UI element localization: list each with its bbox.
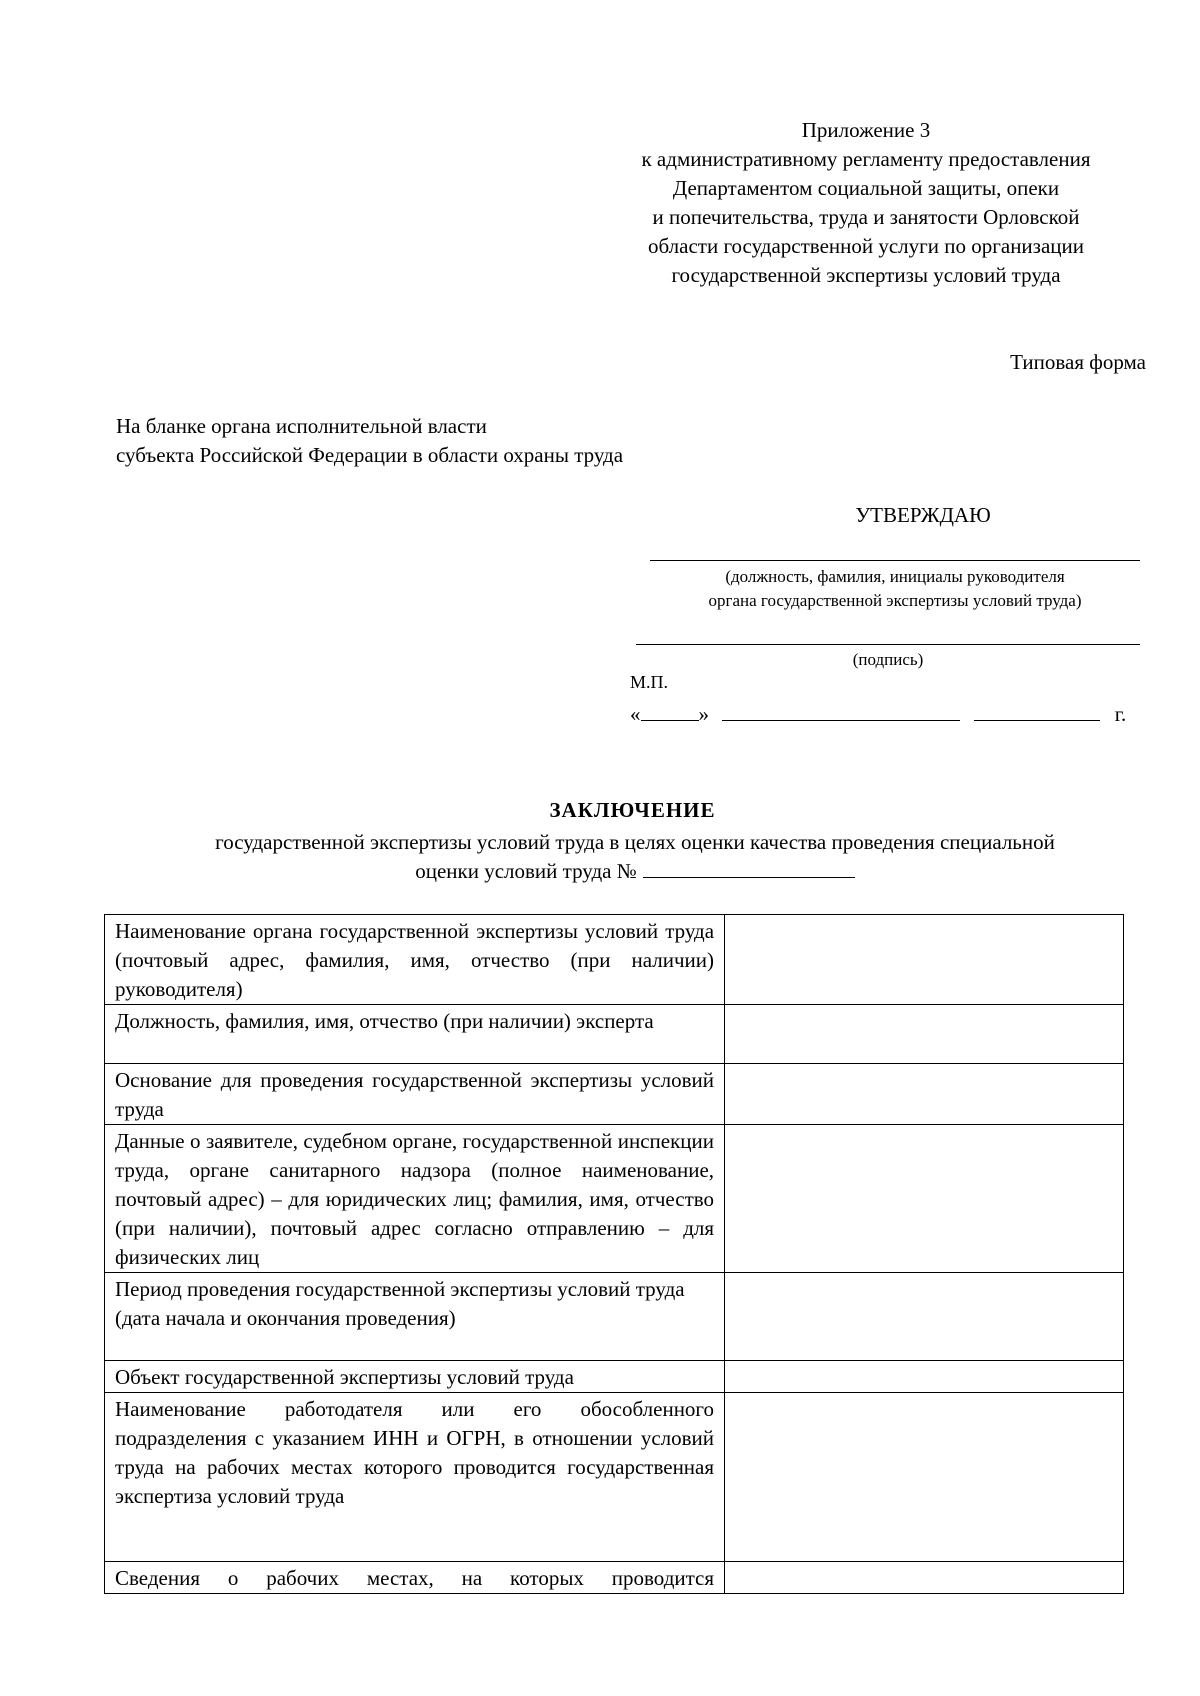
row-label: Должность, фамилия, имя, отчество (при наличии) эксперта [105, 1005, 725, 1064]
position-caption-line: органа государственной экспертизы условий труда) [708, 591, 1082, 610]
approval-heading: УТВЕРЖДАЮ [855, 503, 991, 527]
seal-mark: М.П. [630, 672, 669, 692]
row-value[interactable] [725, 1064, 1124, 1125]
table-row [105, 1005, 1124, 1064]
position-caption-line: (должность, фамилия, инициалы руководителя [725, 567, 1065, 586]
annex-reference [586, 116, 1146, 290]
conclusion-title: ЗАКЛЮЧЕНИЕ [549, 798, 716, 822]
annex-line: Департаментом социальной защиты, опеки [672, 176, 1060, 200]
conclusion-number-blank [643, 859, 855, 878]
year-suffix: г. [1114, 702, 1127, 726]
row-label: Основание для проведения государственной экспертизы условий труда [105, 1064, 725, 1125]
row-label-group [105, 1273, 725, 1361]
table-row [105, 1562, 1124, 1594]
annex-line: области государственной услуги по организации [648, 234, 1084, 258]
table-row [105, 915, 1124, 1005]
row-label-extra: (дата начала и окончания проведения) [115, 1306, 456, 1330]
letterhead-line: На бланке органа исполнительной власти [116, 414, 487, 438]
row-label: Данные о заявителе, судебном органе, государственной инспекции труда, органе санитарного надзора (полное наименование, почтовый адрес) – для юридических лиц; фамилия, имя, отчество (при наличии), почтовый адрес согласно отправлению – для физических лиц [105, 1125, 725, 1273]
table-row [105, 1361, 1124, 1393]
date-quote-open: « [630, 702, 641, 726]
annex-line: государственной экспертизы условий труда [671, 263, 1061, 287]
annex-line: и попечительства, труда и занятости Орловской [652, 205, 1080, 229]
letterhead-line: субъекта Российской Федерации в области охраны труда [116, 443, 624, 467]
subtitle-number-label: оценки условий труда № [415, 859, 637, 883]
signature-line [636, 644, 1140, 645]
row-label: Наименование органа государственной экспертизы условий труда (почтовый адрес, фамилия, имя, отчество (при наличии) руководителя) [105, 915, 725, 1005]
position-signature-line [650, 560, 1140, 561]
day-blank [641, 702, 699, 721]
row-value[interactable] [725, 1273, 1124, 1361]
subtitle-line: государственной экспертизы условий труда в целях оценки качества проведения специальной [215, 830, 1055, 854]
row-value[interactable] [725, 1361, 1124, 1393]
row-label: Наименование работодателя или его обособленного подразделения с указанием ИНН и ОГРН, в отношении условий труда на рабочих местах которого проводится государственная экспертиза условий труда [105, 1393, 725, 1562]
row-value[interactable] [725, 1125, 1124, 1273]
subtitle-line-number [130, 857, 1140, 886]
approval-date-line [630, 702, 1126, 727]
form-type-label: Типовая форма [1010, 350, 1146, 374]
annex-line: к административному регламенту предоставления [641, 147, 1091, 171]
row-value[interactable] [725, 915, 1124, 1005]
signature-caption: (подпись) [852, 650, 924, 669]
letterhead-note [116, 412, 623, 470]
conclusion-table [104, 914, 1124, 1594]
row-value[interactable] [725, 1393, 1124, 1562]
date-quote-close: » [698, 702, 709, 726]
row-label: Объект государственной экспертизы условий труда [105, 1361, 725, 1393]
table-row [105, 1125, 1124, 1273]
annex-line: Приложение 3 [801, 118, 931, 142]
month-blank [722, 702, 960, 721]
conclusion-subtitle [130, 828, 1140, 886]
position-caption [650, 565, 1140, 613]
table-row [105, 1393, 1124, 1562]
table-row [105, 1273, 1124, 1361]
table-row [105, 1064, 1124, 1125]
row-value[interactable] [725, 1005, 1124, 1064]
row-value[interactable] [725, 1562, 1124, 1594]
row-label: Сведения о рабочих местах, на которых проводится [105, 1562, 725, 1594]
year-blank [974, 702, 1100, 721]
row-label: Период проведения государственной экспертизы условий труда [115, 1277, 685, 1301]
